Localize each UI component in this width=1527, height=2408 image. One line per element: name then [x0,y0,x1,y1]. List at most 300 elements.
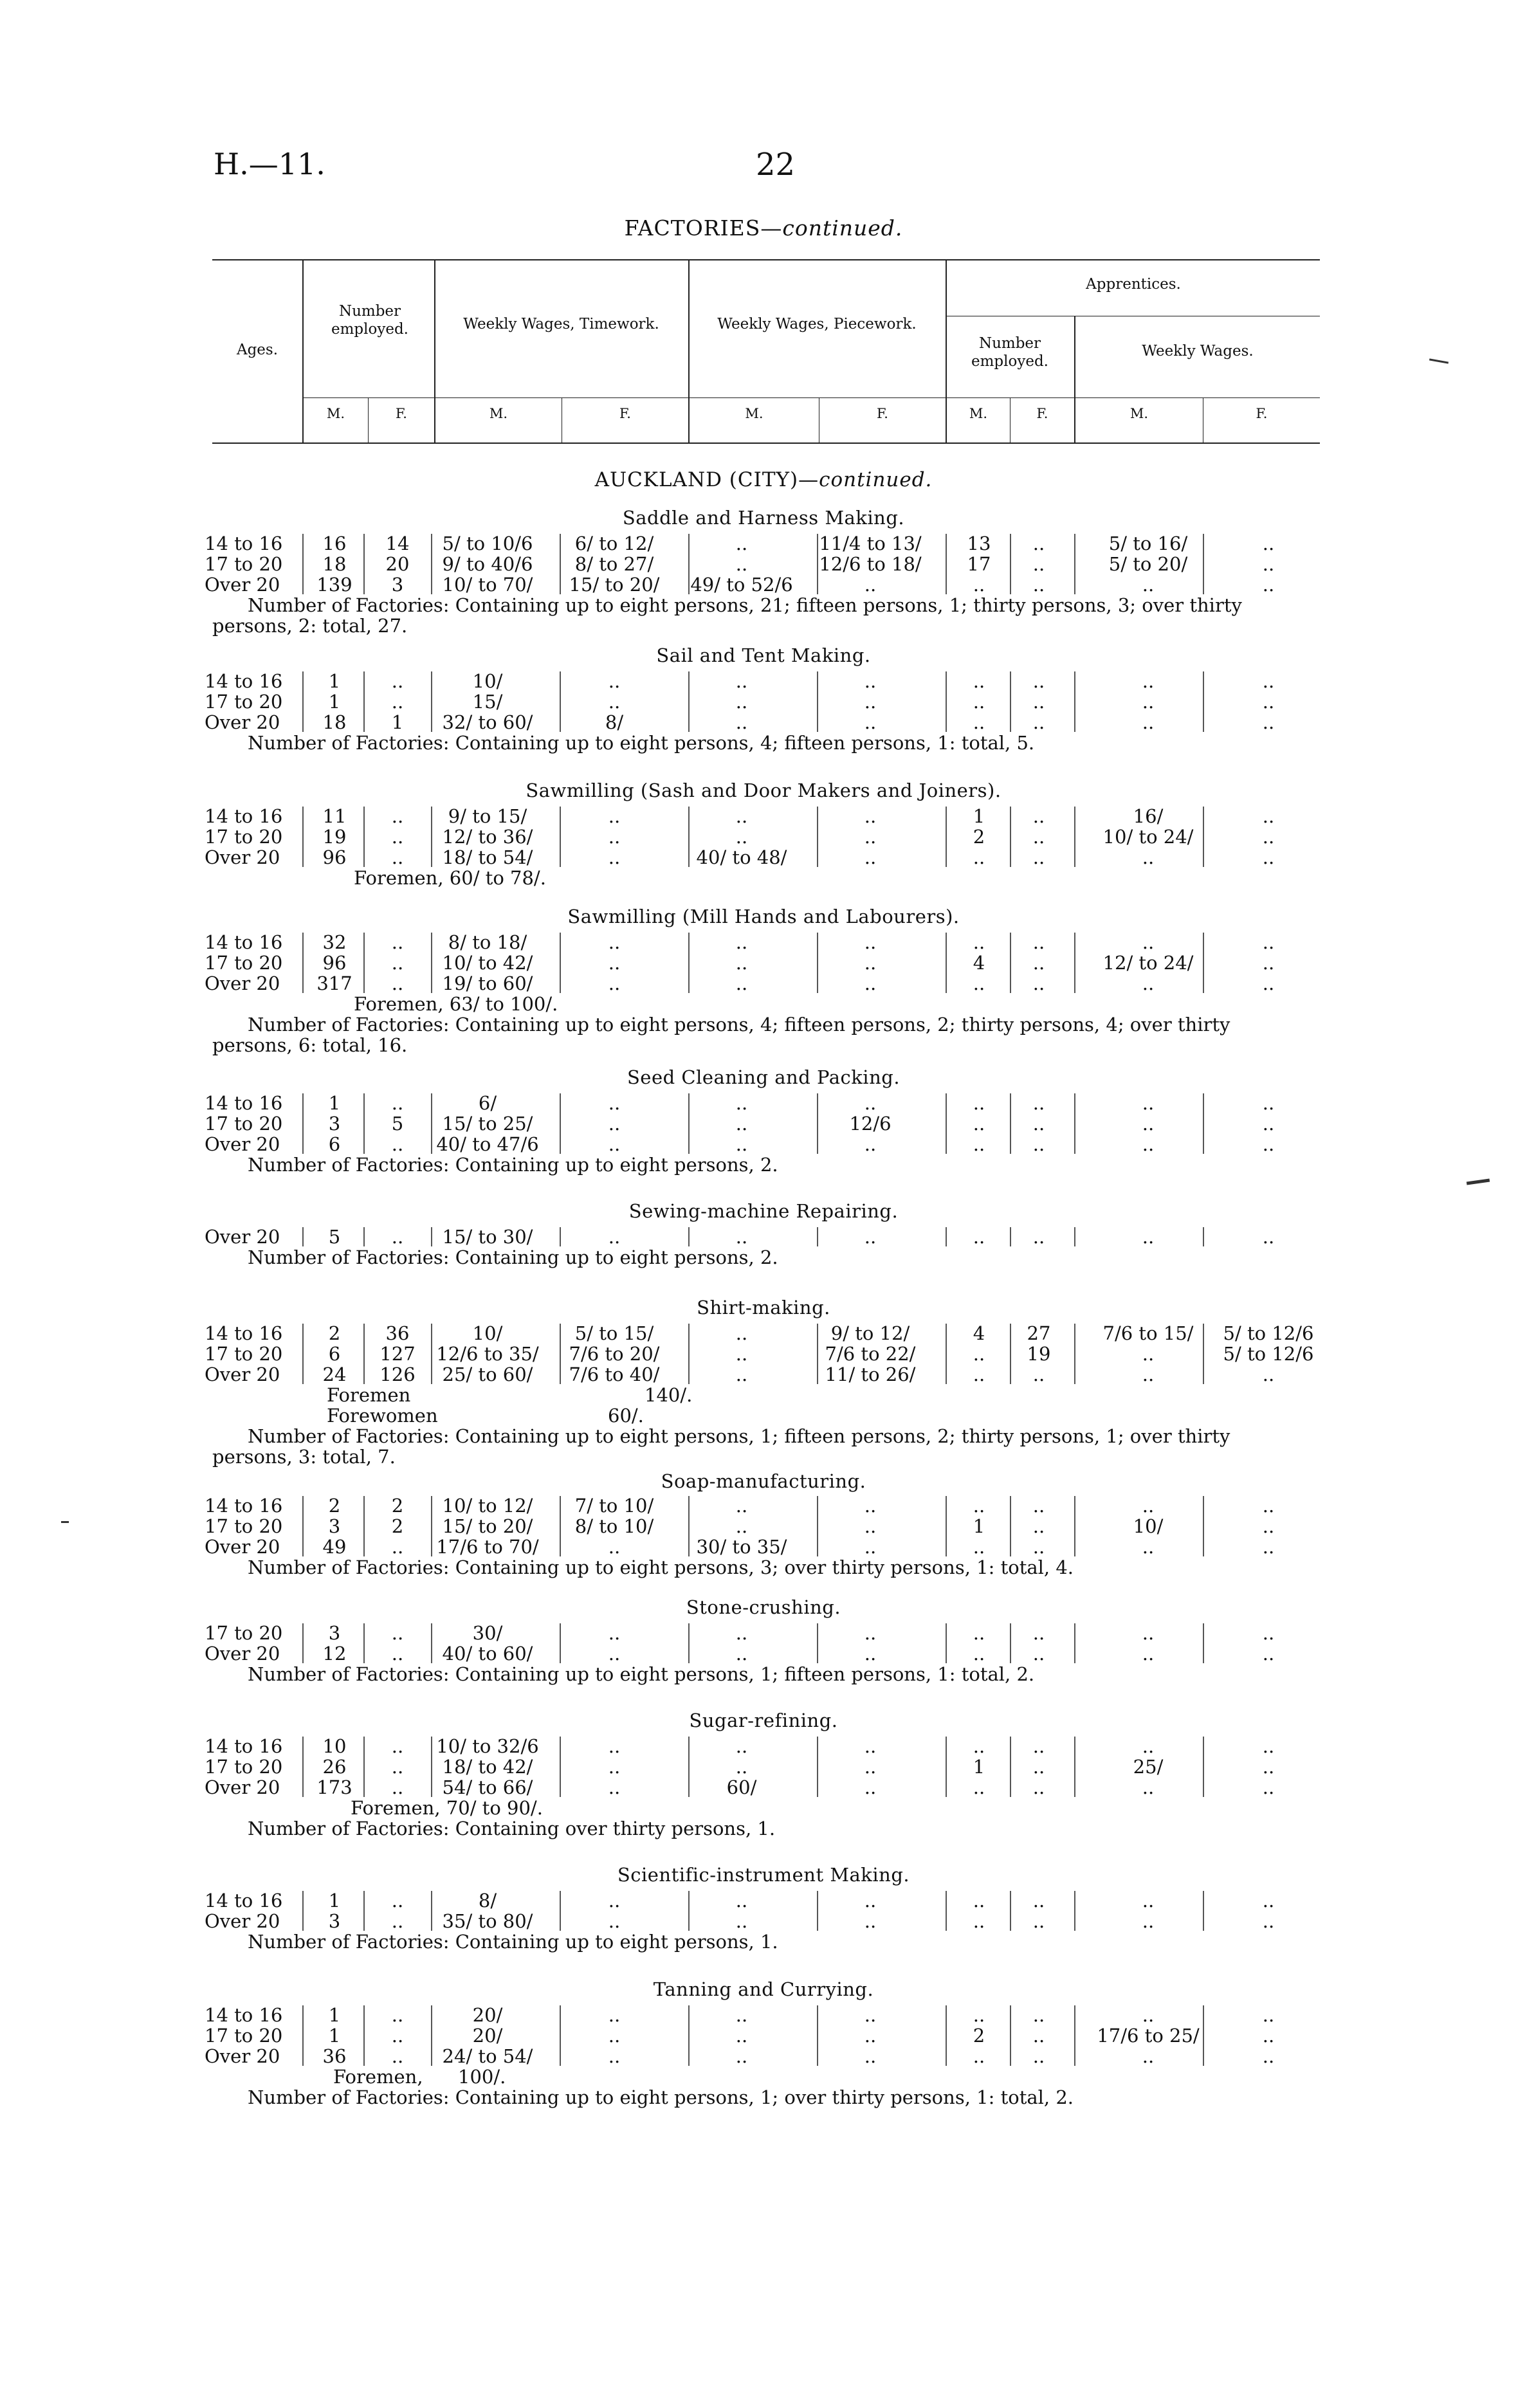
value-cell: 15/ to 30/ [442,1226,533,1248]
value-cell: .. [973,1890,985,1911]
column-rule [1010,534,1011,594]
age-cell: 14 to 16 [205,805,283,827]
value-cell: 36 [385,1322,410,1344]
factories-count-note: Number of Factories: Containing up to eight persons, 3; over thirty persons, 1: total, 4. [248,1556,1074,1578]
factories-count-note-continued: persons, 6: total, 16. [212,1034,408,1056]
value-cell: .. [1142,2045,1155,2067]
column-rule [302,933,304,993]
column-rule [302,1496,304,1556]
column-rule [1010,1496,1011,1556]
value-cell: 30/ [472,1622,503,1644]
value-cell: .. [1262,1113,1275,1135]
age-cell: 17 to 20 [205,553,283,575]
value-cell: .. [864,805,877,827]
factories-count-note: Number of Factories: Containing up to eight persons, 1. [248,1931,778,1953]
value-cell: .. [864,691,877,713]
value-cell: .. [1032,826,1045,848]
value-cell: 18/ to 42/ [442,1756,533,1778]
column-rule [688,1227,690,1246]
column-rule [817,534,818,594]
value-cell: .. [1032,1910,1045,1932]
column-rule [688,1737,690,1797]
value-cell: .. [735,972,748,994]
section-title: Sawmilling (Mill Hands and Labourers). [567,906,960,927]
column-rule [817,2005,818,2066]
value-cell: .. [864,1890,877,1911]
table-row [0,1364,1527,1384]
column-rule [1203,933,1204,993]
value-cell: .. [973,1735,985,1757]
value-cell: 3 [328,1622,341,1644]
value-cell: 24/ to 54/ [442,2045,533,2067]
column-rule [1010,671,1011,732]
age-cell: 17 to 20 [205,691,283,713]
value-cell: .. [1262,1092,1275,1114]
value-cell: .. [1142,1776,1155,1798]
value-cell: .. [1032,1495,1045,1517]
factories-count-note: Number of Factories: Containing up to eight persons, 1; over thirty persons, 1: total, 2. [248,2086,1074,2108]
value-cell: 17 [967,553,991,575]
value-cell: 5/ to 10/6 [442,533,533,554]
value-cell: .. [608,805,621,827]
value-cell: 24 [322,1364,347,1385]
value-cell: 12/6 [849,1113,892,1135]
header-m: M. [745,406,764,421]
factories-count-note: Number of Factories: Containing up to eight persons, 4; fifteen persons, 2; thirty persons, 4; over thirty [248,1014,1230,1035]
column-rule [1010,1093,1011,1154]
table-row [0,1536,1527,1556]
value-cell: .. [735,1113,748,1135]
column-rule [817,1737,818,1797]
value-cell: .. [864,2004,877,2026]
age-cell: 17 to 20 [205,826,283,848]
value-cell: .. [735,1735,748,1757]
value-cell: .. [1032,2045,1045,2067]
value-cell: 10/ [472,670,503,692]
value-cell: .. [1142,691,1155,713]
value-cell: .. [1032,1536,1045,1558]
foremen-wage-note: Foremen [327,1384,411,1406]
value-cell: .. [1262,1536,1275,1558]
column-rule [363,807,365,867]
column-rule [946,933,947,993]
value-cell: .. [1032,670,1045,692]
value-cell: .. [864,931,877,953]
header-number-employed: Number employed. [331,303,408,338]
column-rule [302,1737,304,1797]
value-cell: .. [1032,931,1045,953]
table-row [0,1495,1527,1515]
section-title: Soap-manufacturing. [661,1470,866,1492]
value-cell: .. [1262,1133,1275,1155]
value-cell: .. [608,2004,621,2026]
column-rule [946,1324,947,1384]
value-cell: .. [391,1735,404,1757]
age-cell: Over 20 [205,1364,280,1385]
value-cell: 96 [322,846,347,868]
section-title: Scientific-instrument Making. [617,1864,910,1886]
value-cell: .. [735,826,748,848]
value-cell: .. [973,1113,985,1135]
value-cell: .. [1262,2025,1275,2047]
value-cell: 3 [328,1113,341,1135]
value-cell: .. [1032,533,1045,554]
column-rule [817,1496,818,1556]
value-cell: 10/ [1133,1515,1164,1537]
column-rule [302,671,304,732]
value-cell: .. [608,1776,621,1798]
column-rule [1074,1737,1075,1797]
value-cell: .. [1032,1113,1045,1135]
value-cell: 12 [322,1643,347,1665]
column-rule [363,2005,365,2066]
value-cell: 10/ to 12/ [442,1495,533,1517]
value-cell: 9/ to 15/ [448,805,527,827]
value-cell: .. [608,670,621,692]
value-cell: 12/6 to 35/ [436,1343,539,1365]
value-cell: 9/ to 12/ [830,1322,910,1344]
value-cell: .. [1142,1735,1155,1757]
value-cell: .. [1262,670,1275,692]
age-cell: 14 to 16 [205,1092,283,1114]
value-cell: .. [1262,2004,1275,2026]
column-rule [688,1496,690,1556]
value-cell: .. [973,711,985,733]
heading-text: FACTORIES— [624,215,783,241]
section-title: Shirt-making. [697,1297,830,1318]
value-cell: 11/4 to 13/ [819,533,922,554]
value-cell: .. [864,972,877,994]
column-rule [560,2005,561,2066]
value-cell: 19 [1027,1343,1051,1365]
age-cell: 14 to 16 [205,1735,283,1757]
value-cell: .. [973,1622,985,1644]
age-cell: Over 20 [205,1133,280,1155]
column-rule [363,1496,365,1556]
value-cell: 14 [385,533,410,554]
column-rule [560,534,561,594]
column-rule [431,2005,432,2066]
section-title: Saddle and Harness Making. [622,507,905,529]
value-cell: 5/ to 20/ [1108,553,1188,575]
column-rule [1010,2005,1011,2066]
value-cell: 5/ to 12/6 [1223,1322,1314,1344]
value-cell: .. [391,1226,404,1248]
value-cell: .. [1142,1536,1155,1558]
column-rule [1074,671,1075,732]
value-cell: .. [1262,1622,1275,1644]
value-cell: .. [608,691,621,713]
foremen-wage-note: 140/. [645,1384,693,1406]
value-cell: .. [735,931,748,953]
value-cell: .. [1262,1364,1275,1385]
table-row [0,846,1527,867]
foremen-wage-note: Foremen, 70/ to 90/. [351,1797,543,1819]
value-cell: 2 [973,2025,985,2047]
value-cell: .. [973,2045,985,2067]
value-cell: .. [735,1133,748,1155]
column-rule [946,671,947,732]
column-rule [1203,1324,1204,1384]
value-cell: .. [608,2025,621,2047]
table-row [0,1226,1527,1246]
column-rule [946,1496,947,1556]
column-rule [688,1324,690,1384]
value-cell: .. [391,1910,404,1932]
value-cell: 17/6 to 25/ [1097,2025,1200,2047]
value-cell: .. [1142,1622,1155,1644]
table-row [0,1113,1527,1133]
factories-count-note-continued: persons, 3: total, 7. [212,1446,396,1468]
value-cell: .. [608,1910,621,1932]
value-cell: 2 [328,1495,341,1517]
value-cell: .. [864,1536,877,1558]
value-cell: .. [973,1133,985,1155]
table-row [0,1622,1527,1643]
value-cell: .. [973,1536,985,1558]
column-rule [1074,933,1075,993]
factories-count-note: Number of Factories: Containing up to eight persons, 4; fifteen persons, 1: total, 5. [248,732,1035,754]
value-cell: .. [864,1515,877,1537]
column-rule [1203,1623,1204,1663]
age-cell: Over 20 [205,574,280,596]
age-cell: 17 to 20 [205,1343,283,1365]
value-cell: .. [1032,1622,1045,1644]
value-cell: .. [391,1776,404,1798]
column-rule [688,671,690,732]
value-cell: .. [735,952,748,974]
column-rule [688,534,690,594]
value-cell: 60/ [726,1776,757,1798]
value-cell: .. [864,574,877,596]
column-rule [1203,1227,1204,1246]
column-rule [302,1891,304,1931]
header-apprentices: Apprentices. [1086,276,1181,293]
value-cell: 10/ to 70/ [442,574,533,596]
value-cell: .. [864,2025,877,2047]
value-cell: .. [735,533,748,554]
value-cell: .. [1032,1226,1045,1248]
section-title: Sail and Tent Making. [656,644,871,666]
value-cell: 6 [328,1133,341,1155]
column-rule [431,1324,432,1384]
column-rule [302,1227,304,1246]
city-name: AUCKLAND (CITY)— [594,468,819,491]
value-cell: 10/ [472,1322,503,1344]
header-weekly-timework: Weekly Wages, Timework. [463,316,659,333]
age-cell: Over 20 [205,1536,280,1558]
column-rule [1203,807,1204,867]
value-cell: .. [391,1890,404,1911]
value-cell: .. [1262,846,1275,868]
header-app-number-employed: Number employed. [971,335,1048,370]
table-row [0,2025,1527,2045]
foremen-wage-note: Foremen, 63/ to 100/. [354,993,558,1015]
age-cell: Over 20 [205,2045,280,2067]
column-rule [363,671,365,732]
column-rule [431,807,432,867]
section-title: Tanning and Currying. [653,1978,874,2000]
header-f: F. [1256,406,1268,421]
age-cell: 17 to 20 [205,952,283,974]
age-cell: Over 20 [205,972,280,994]
value-cell: 27 [1027,1322,1051,1344]
page-heading [0,215,1527,241]
value-cell: 12/ to 36/ [442,826,533,848]
value-cell: 25/ [1133,1756,1164,1778]
value-cell: .. [973,1226,985,1248]
value-cell: .. [973,1343,985,1365]
value-cell: 3 [328,1910,341,1932]
value-cell: 10 [322,1735,347,1757]
age-cell: Over 20 [205,711,280,733]
column-rule [431,534,432,594]
age-cell: 17 to 20 [205,1515,283,1537]
column-rule [1010,933,1011,993]
value-cell: .. [735,1364,748,1385]
column-rule [431,1227,432,1246]
value-cell: .. [735,2004,748,2026]
column-rule [946,1623,947,1663]
column-rule [431,1737,432,1797]
column-rule [1074,2005,1075,2066]
age-cell: 14 to 16 [205,533,283,554]
column-rule [1074,1891,1075,1931]
table-row [0,533,1527,553]
table-row [0,1643,1527,1663]
column-rule [560,1093,561,1154]
column-rule [363,534,365,594]
value-cell: .. [608,1756,621,1778]
table-row [0,1092,1527,1113]
value-cell: 11 [322,805,347,827]
value-cell: .. [608,1536,621,1558]
header-m: M. [326,406,345,421]
value-cell: 1 [328,1092,341,1114]
column-rule [688,933,690,993]
value-cell: 4 [973,952,985,974]
value-cell: 40/ to 47/6 [436,1133,539,1155]
value-cell: 317 [316,972,352,994]
value-cell: .. [1142,2004,1155,2026]
column-rule [560,1227,561,1246]
value-cell: .. [973,691,985,713]
age-cell: 17 to 20 [205,1113,283,1135]
value-cell: .. [973,972,985,994]
header-weekly-piecework: Weekly Wages, Piecework. [717,316,917,333]
column-rule [431,1891,432,1931]
value-cell: 18 [322,711,347,733]
table-row [0,826,1527,846]
value-cell: .. [1262,1643,1275,1665]
value-cell: .. [735,1322,748,1344]
value-cell: .. [391,670,404,692]
header-f: F. [619,406,631,421]
value-cell: .. [391,846,404,868]
section-title: Sawmilling (Sash and Door Makers and Joiners). [526,780,1001,801]
value-cell: .. [1032,972,1045,994]
value-cell: .. [735,691,748,713]
age-cell: 17 to 20 [205,1622,283,1644]
value-cell: .. [735,1756,748,1778]
value-cell: .. [1262,1515,1275,1537]
column-rule [946,807,947,867]
value-cell: .. [608,846,621,868]
column-rule [688,807,690,867]
value-cell: .. [1142,711,1155,733]
value-cell: .. [391,1756,404,1778]
value-cell: .. [864,846,877,868]
value-cell: .. [864,1756,877,1778]
value-cell: 127 [379,1343,416,1365]
value-cell: .. [1142,1364,1155,1385]
value-cell: .. [391,2045,404,2067]
value-cell: .. [1262,1226,1275,1248]
value-cell: .. [608,1092,621,1114]
value-cell: 3 [328,1515,341,1537]
value-cell: 32 [322,931,347,953]
value-cell: .. [1032,574,1045,596]
value-cell: .. [1032,1643,1045,1665]
value-cell: .. [391,972,404,994]
column-rule [560,807,561,867]
value-cell: .. [1032,691,1045,713]
value-cell: .. [735,1092,748,1114]
value-cell: .. [1032,2004,1045,2026]
value-cell: .. [1142,931,1155,953]
value-cell: .. [1142,846,1155,868]
value-cell: 10/ to 24/ [1102,826,1194,848]
value-cell: .. [1142,670,1155,692]
value-cell: .. [864,826,877,848]
column-rule [688,2005,690,2066]
column-rule [1010,1623,1011,1663]
value-cell: .. [973,1776,985,1798]
value-cell: 19/ to 60/ [442,972,533,994]
value-cell: 1 [328,691,341,713]
value-cell: 15/ to 20/ [569,574,660,596]
table-row [0,931,1527,952]
value-cell: .. [608,952,621,974]
value-cell: 7/ to 10/ [574,1495,654,1517]
column-rule [363,1737,365,1797]
value-cell: .. [1262,1735,1275,1757]
value-cell: .. [1262,1890,1275,1911]
section-title: Sewing-machine Repairing. [628,1200,899,1222]
value-cell: .. [1262,1776,1275,1798]
value-cell: .. [391,1133,404,1155]
table-row [0,574,1527,594]
value-cell: 7/6 to 22/ [825,1343,916,1365]
table-row [0,1910,1527,1931]
column-rule [817,1093,818,1154]
table-row [0,1343,1527,1364]
value-cell: .. [973,574,985,596]
value-cell: 1 [328,1890,341,1911]
table-row [0,670,1527,691]
value-cell: .. [973,1092,985,1114]
table-row [0,1322,1527,1343]
value-cell: .. [608,1226,621,1248]
value-cell: .. [1032,805,1045,827]
value-cell: 2 [391,1515,404,1537]
column-rule [363,1324,365,1384]
column-rule [560,1623,561,1663]
value-cell: .. [1262,952,1275,974]
value-cell: 36 [322,2045,347,2067]
value-cell: 54/ to 66/ [442,1776,533,1798]
value-cell: 6/ to 12/ [574,533,654,554]
